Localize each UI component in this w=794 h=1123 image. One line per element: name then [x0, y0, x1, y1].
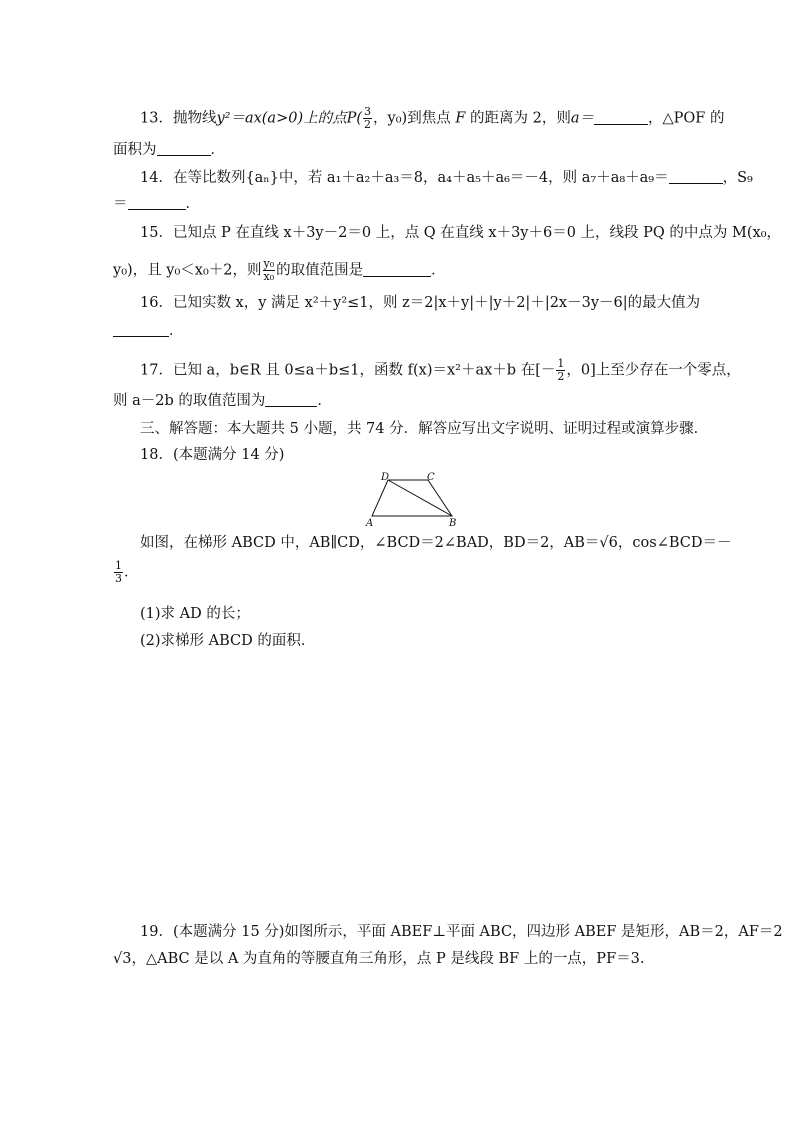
fraction: $\frac{1}{2}$ — [557, 357, 565, 383]
q14-line1: 14．在等比数列{aₙ}中，若 a₁＋a₂＋a₃＝8，a₄＋a₅＋a₆＝－4，则 a₇＋a₈＋a₉＝ ，S₉ — [140, 170, 753, 186]
fraction: $\frac{3}{2}$ — [364, 105, 372, 131]
fraction: $\frac{1}{3}$ — [115, 559, 122, 585]
q19-line1: 19．(本题满分 15 分)如图所示，平面 ABEF⊥平面 ABC，四边形 ABEF 是矩形，AB＝2，AF＝2 — [140, 924, 783, 940]
q15-line2: y₀)，且 y₀＜x₀＋2，则 $\frac{\text{y₀}}{\text{x₀}}$ 的取值范围是 ． — [113, 257, 446, 283]
q18-sub2: (2)求梯形 ABCD 的面积． — [140, 633, 316, 649]
q14-line2: ＝ ． — [113, 196, 200, 212]
q18-text: 如图，在梯形 ABCD 中，AB∥CD，∠BCD＝2∠BAD，BD＝2，AB＝√6，cos∠BCD＝－ — [140, 535, 732, 551]
vertex-label-c: C — [427, 472, 435, 483]
q18-sub1: (1)求 AD 的长； — [140, 606, 250, 622]
q18-fraction-line: $\frac{1}{3}$ ． — [115, 559, 139, 585]
answer-blank[interactable] — [363, 262, 431, 277]
trapezoid-outline — [372, 480, 452, 516]
answer-blank[interactable] — [669, 169, 723, 184]
q17-line1: 17．已知 a，b∈R 且 0≤a＋b≤1，函数 f(x)＝x²＋ax＋b 在[－ $\frac{1}{2}$ ，0]上至少存在一个零点， — [140, 357, 741, 383]
answer-blank[interactable] — [128, 195, 186, 210]
vertex-label-d: D — [381, 472, 390, 483]
q17-line2: 则 a－2b 的取值范围为 ． — [113, 393, 332, 409]
q13-line2: 面积为 ． — [113, 142, 225, 158]
trapezoid-diagram — [364, 470, 464, 530]
q13-line1: 13．抛物线y²＝ax(a>0)上的点P( $\frac{3}{2}$ ，y₀)到焦点 F 的距离为 2，则a＝ ，△POF 的 — [140, 105, 725, 131]
answer-blank[interactable] — [265, 392, 317, 407]
vertex-label-a: A — [366, 518, 374, 529]
fraction: $\frac{\text{y₀}}{\text{x₀}}$ — [263, 257, 275, 283]
q19-line2: √3，△ABC 是以 A 为直角的等腰直角三角形，点 P 是线段 BF 上的一点，PF＝3. — [113, 951, 645, 967]
section-heading: 三、解答题：本大题共 5 小题，共 74 分．解答应写出文字说明、证明过程或演算步骤． — [140, 421, 709, 437]
q16-line2: ． — [113, 321, 184, 341]
vertex-label-b: B — [449, 518, 457, 529]
diagonal-bd — [388, 480, 452, 516]
answer-blank[interactable] — [594, 110, 648, 125]
answer-blank[interactable] — [113, 322, 169, 337]
q16-line1: 16．已知实数 x，y 满足 x²＋y²≤1，则 z＝2|x＋y|＋|y＋2|＋|2x－3y－6|的最大值为 — [140, 295, 701, 311]
answer-blank[interactable] — [157, 141, 211, 156]
q15-line1: 15．已知点 P 在直线 x＋3y－2＝0 上，点 Q 在直线 x＋3y＋6＝0 上，线段 PQ 的中点为 M(x₀， — [140, 225, 782, 241]
q18-header: 18．(本题满分 14 分) — [140, 447, 285, 463]
